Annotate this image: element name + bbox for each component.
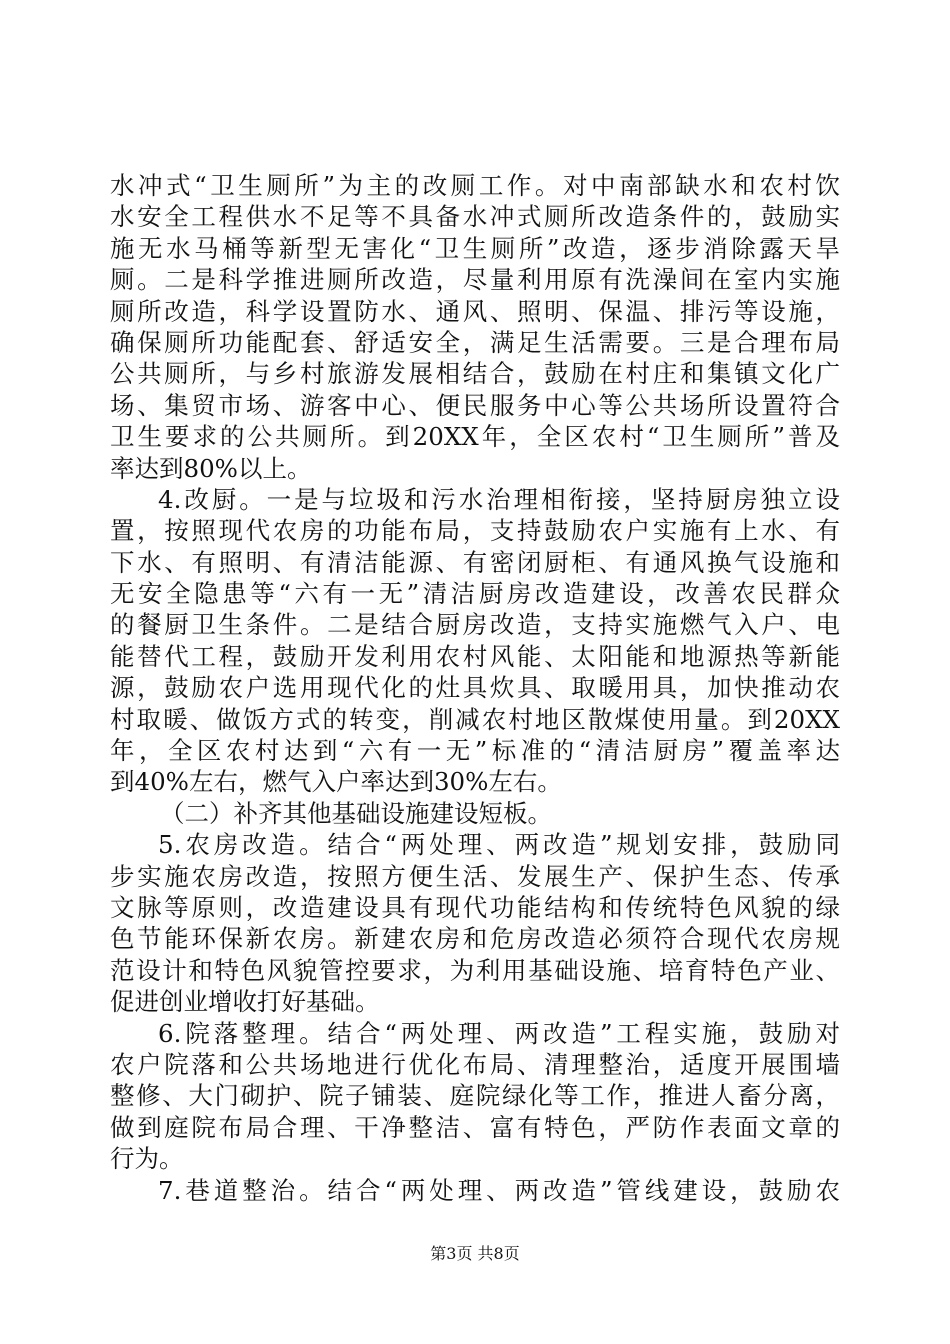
text-line: 能替代工程，鼓励开发利用农村风能、太阳能和地源热等新能 — [110, 641, 840, 671]
text-line: 场、集贸市场、游客中心、便民服务中心等公共场所设置符合 — [110, 390, 840, 420]
section-5-heading-line: 5.农房改造。结合“两处理、两改造”规划安排，鼓励同 — [158, 830, 840, 860]
document-body — [110, 170, 840, 1206]
section-4-heading-line: 4.改厨。一是与垃圾和污水治理相衔接，坚持厨房独立设 — [158, 484, 840, 514]
text-line: 农户院落和公共场地进行优化布局、清理整治，适度开展围墙 — [110, 1049, 840, 1079]
section-7-heading-line: 7.巷道整治。结合“两处理、两改造”管线建设，鼓励农 — [158, 1175, 840, 1205]
text-line: 范设计和特色风貌管控要求，为利用基础设施、培育特色产业、 — [110, 955, 840, 985]
page-number-footer: 第3页 共8页 — [430, 1244, 520, 1263]
text-line: 卫生要求的公共厕所。到20XX年，全区农村“卫生厕所”普及 — [110, 422, 840, 452]
text-line: 置，按照现代农房的功能布局，支持鼓励农户实施有上水、有 — [110, 516, 840, 546]
text-line: 到40%左右，燃气入户率达到30%左右。 — [110, 767, 562, 797]
text-line: 厕所改造，科学设置防水、通风、照明、保温、排污等设施， — [110, 296, 840, 326]
text-line: 无安全隐患等“六有一无”清洁厨房改造建设，改善农民群众 — [110, 579, 840, 609]
text-line: 步实施农房改造，按照方便生活、发展生产、保护生态、传承 — [110, 861, 840, 891]
subsection-heading: （二）补齐其他基础设施建设短板。 — [160, 798, 552, 828]
text-line: 文脉等原则，改造建设具有现代功能结构和传统特色风貌的绿 — [110, 892, 840, 922]
text-line: 源，鼓励农户选用现代化的灶具炊具、取暖用具，加快推动农 — [110, 673, 840, 703]
text-line: 公共厕所，与乡村旅游发展相结合，鼓励在村庄和集镇文化广 — [110, 359, 840, 389]
text-line: 的餐厨卫生条件。二是结合厨房改造，支持实施燃气入户、电 — [110, 610, 840, 640]
text-line: 水安全工程供水不足等不具备水冲式厕所改造条件的，鼓励实 — [110, 202, 840, 232]
text-line: 施无水马桶等新型无害化“卫生厕所”改造，逐步消除露天旱 — [110, 233, 840, 263]
text-line: 促进创业增收打好基础。 — [110, 987, 380, 1017]
text-line: 做到庭院布局合理、干净整洁、富有特色，严防作表面文章的 — [110, 1112, 840, 1142]
text-line: 年，全区农村达到“六有一无”标准的“清洁厨房”覆盖率达 — [110, 736, 840, 766]
text-line: 村取暖、做饭方式的转变，削减农村地区散煤使用量。到20XX — [110, 704, 840, 734]
text-line: 行为。 — [110, 1144, 184, 1174]
section-6-heading-line: 6.院落整理。结合“两处理、两改造”工程实施，鼓励对 — [158, 1018, 840, 1048]
text-line: 确保厕所功能配套、舒适安全，满足生活需要。三是合理布局 — [110, 327, 840, 357]
text-line: 厕。二是科学推进厕所改造，尽量利用原有洗澡间在室内实施 — [110, 265, 840, 295]
text-line: 水冲式“卫生厕所”为主的改厕工作。对中南部缺水和农村饮 — [110, 171, 840, 200]
text-line: 下水、有照明、有清洁能源、有密闭厨柜、有通风换气设施和 — [110, 547, 840, 577]
text-line: 色节能环保新农房。新建农房和危房改造必须符合现代农房规 — [110, 924, 840, 954]
text-line: 整修、大门砌护、院子铺装、庭院绿化等工作，推进人畜分离， — [110, 1081, 840, 1111]
text-line: 率达到80%以上。 — [110, 453, 312, 483]
